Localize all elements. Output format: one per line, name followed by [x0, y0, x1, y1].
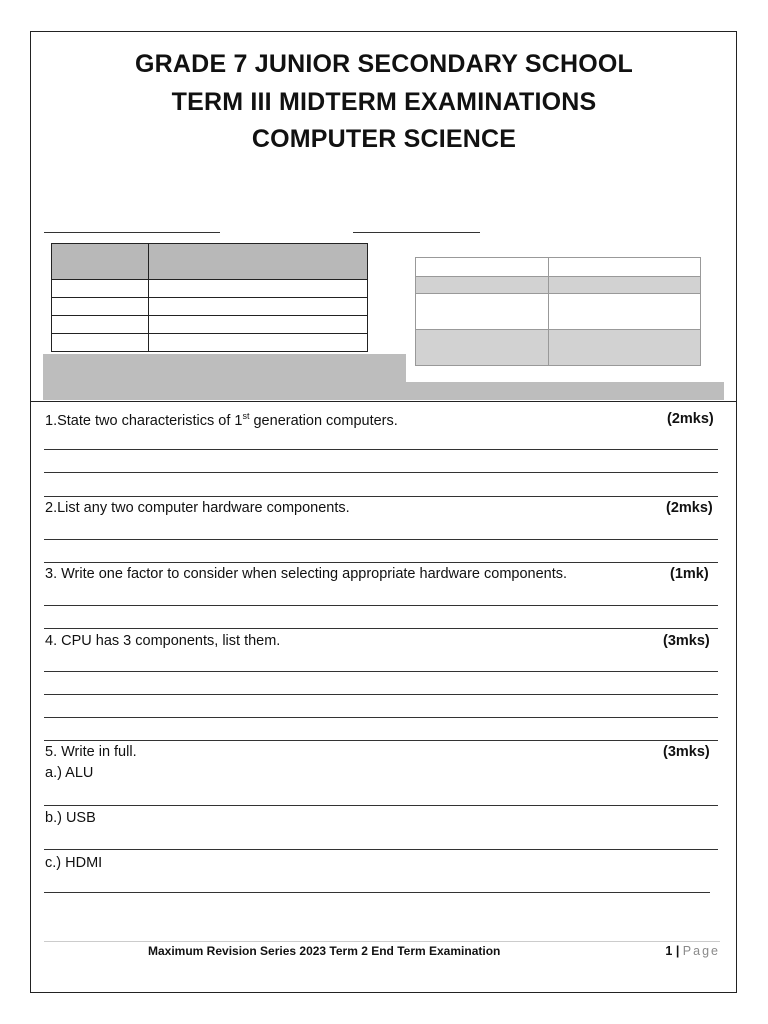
question-5: 5. Write in full.: [45, 744, 137, 760]
table-cell[interactable]: [52, 316, 149, 334]
question-1: [45, 411, 398, 429]
answer-line[interactable]: [44, 694, 718, 695]
answer-line[interactable]: [44, 496, 718, 497]
page-number-value: 1: [665, 944, 673, 958]
gray-shade-right: [406, 382, 724, 400]
answer-line[interactable]: [44, 449, 718, 450]
table-cell[interactable]: [52, 280, 149, 298]
question-5-part-a: a.) ALU: [45, 765, 94, 781]
table-cell[interactable]: [52, 298, 149, 316]
exam-title-subject: COMPUTER SCIENCE: [251, 125, 517, 153]
question-3-marks: (1mk): [670, 566, 709, 582]
exam-title-school: GRADE 7 JUNIOR SECONDARY SCHOOL: [135, 50, 633, 78]
answer-line[interactable]: [44, 849, 718, 850]
question-1-text-a: 1.State two characteristics of 1: [45, 412, 243, 429]
question-5-part-c: c.) HDMI: [45, 855, 103, 871]
question-5-marks: (3mks): [663, 744, 710, 760]
answer-line[interactable]: [44, 740, 718, 741]
page-number-separator: |: [672, 944, 683, 958]
table-cell[interactable]: [149, 316, 368, 334]
question-1-sup: st: [242, 411, 250, 421]
answer-line[interactable]: [44, 717, 718, 718]
section-separator: [30, 401, 737, 402]
question-2: 2.List any two computer hardware components.: [45, 500, 350, 516]
footer-rule: [44, 941, 720, 942]
question-3: 3. Write one factor to consider when selecting appropriate hardware components.: [45, 566, 568, 582]
answer-line[interactable]: [44, 562, 718, 563]
answer-line[interactable]: [44, 605, 718, 606]
table-cell[interactable]: [149, 298, 368, 316]
right-info-table: [415, 257, 701, 366]
adm-blank-line[interactable]: [353, 232, 480, 233]
page-word: Page: [682, 944, 720, 958]
gray-shade-left: [43, 354, 406, 400]
answer-line[interactable]: [44, 805, 718, 806]
answer-line[interactable]: [44, 892, 710, 893]
name-blank-line[interactable]: [44, 232, 220, 233]
page-number: [665, 944, 720, 958]
left-info-table: [51, 243, 368, 352]
exam-title-term: TERM III MIDTERM EXAMINATIONS: [171, 88, 597, 116]
question-4-marks: (3mks): [663, 633, 710, 649]
table-cell[interactable]: [52, 334, 149, 352]
question-4: 4. CPU has 3 components, list them.: [45, 633, 281, 649]
table-cell[interactable]: [549, 294, 701, 330]
answer-line[interactable]: [44, 472, 718, 473]
question-5-part-b: b.) USB: [45, 810, 96, 826]
table-cell[interactable]: [149, 334, 368, 352]
question-1-text-b: generation computers.: [249, 412, 398, 429]
answer-line[interactable]: [44, 628, 718, 629]
footer-series: Maximum Revision Series 2023 Term 2 End Term Examination: [148, 944, 501, 958]
question-2-marks: (2mks): [666, 500, 713, 516]
answer-line[interactable]: [44, 671, 718, 672]
table-cell[interactable]: [416, 294, 549, 330]
table-cell[interactable]: [149, 280, 368, 298]
answer-line[interactable]: [44, 539, 718, 540]
question-1-marks: (2mks): [667, 411, 714, 427]
